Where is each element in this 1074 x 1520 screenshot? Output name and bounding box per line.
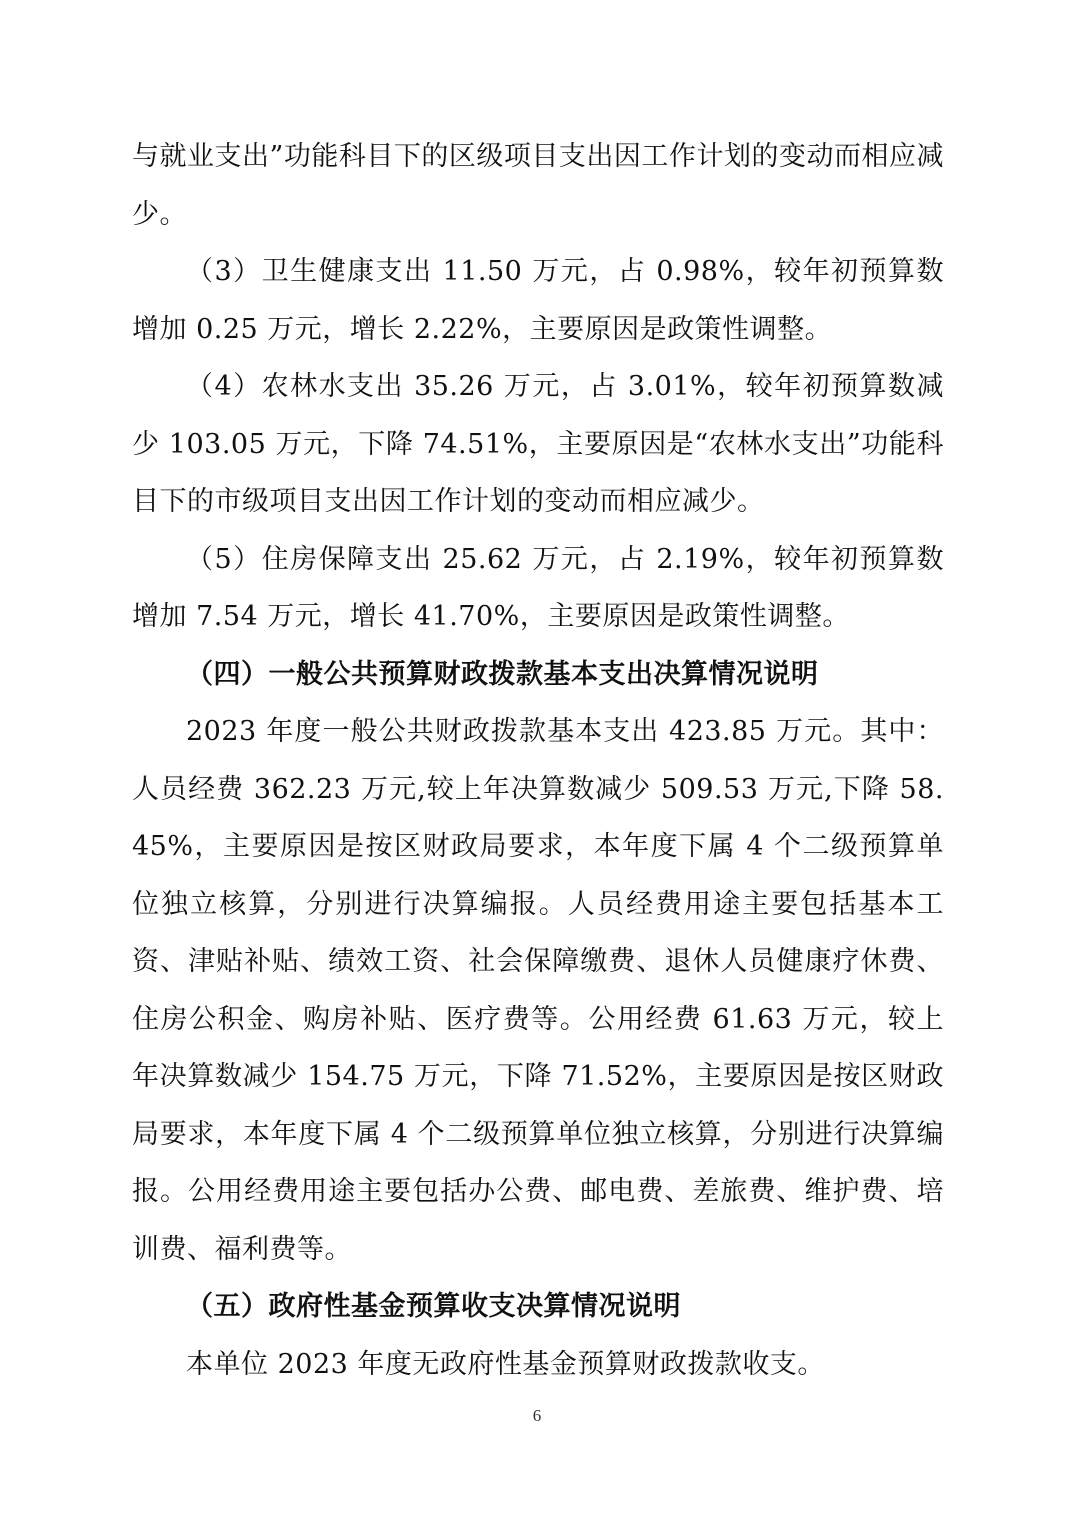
section-heading-government-fund: （五）政府性基金预算收支决算情况说明 — [186, 1291, 681, 1322]
paragraph-agriculture-expenditure: （4）农林水支出 35.26 万元，占 3.01%，较年初预算数减少 103.05 万元，下降 74.51%，主要原因是“农林水支出”功能科目下的市级项目支出因工作计划的变动而相应减少。 — [132, 371, 944, 517]
page-number: 6 — [532, 1406, 542, 1425]
paragraph-employment-continued: 与就业支出”功能科目下的区级项目支出因工作计划的变动而相应减少。 — [132, 141, 944, 230]
section-heading-basic-expenditure: （四）一般公共预算财政拨款基本支出决算情况说明 — [186, 658, 819, 690]
paragraph-housing-expenditure: （5）住房保障支出 25.62 万元，占 2.19%，较年初预算数增加 7.54 万元，增长 41.70%，主要原因是政策性调整。 — [132, 543, 944, 632]
paragraph-basic-expenditure: 2023 年度一般公共财政拨款基本支出 423.85 万元。其中：人员经费 362.23 万元,较上年决算数减少 509.53 万元,下降 58.45%，主要原因是按区财政局要求，本年度下属 4 个二级预算单位独立核算，分别进行决算编报。人员经费用途主要包括基本工资、津贴补贴、绩效工资、社会保障缴费、退休人员健康疗休费、住房公积金、购房补贴、医疗费等。公用经费 61.63 万元，较上年决算数减少 154.75 万元，下降 71.52%，主要原因是按区财政局要求，本年度下属 4 个二级预算单位独立核算，分别进行决算编报。公用经费用途主要包括办公费、邮电费、差旅费、维护费、培训费、福利费等。 — [132, 716, 944, 1265]
page-content — [132, 128, 944, 1393]
paragraph-government-fund: 本单位 2023 年度无政府性基金预算财政拨款收支。 — [186, 1348, 825, 1380]
paragraph-health-expenditure: （3）卫生健康支出 11.50 万元，占 0.98%，较年初预算数增加 0.25 万元，增长 2.22%，主要原因是政策性调整。 — [132, 256, 944, 345]
